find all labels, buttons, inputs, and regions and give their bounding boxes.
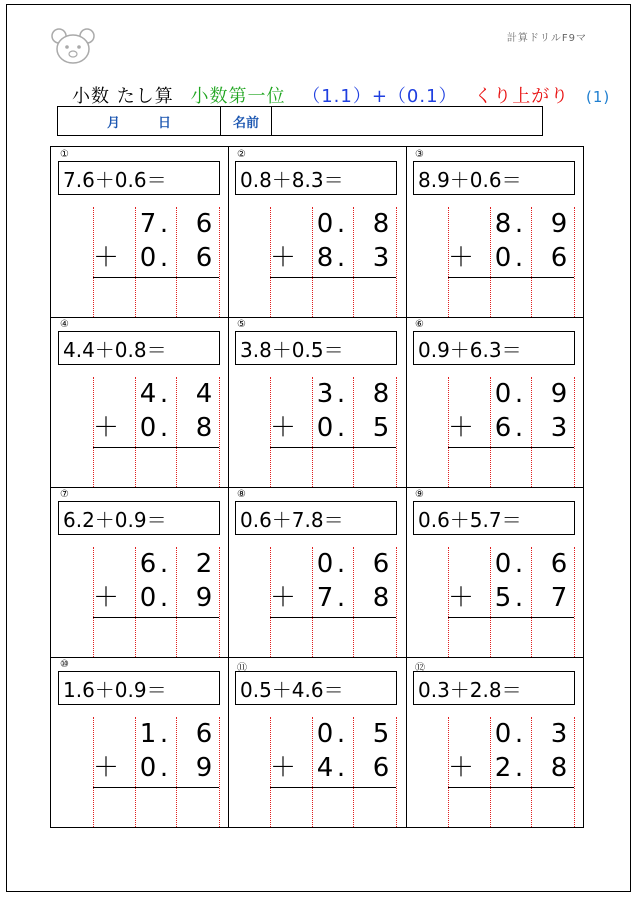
column-guide xyxy=(219,207,220,317)
name-label: 名前 xyxy=(221,107,272,135)
decimal-point: . xyxy=(159,753,169,783)
title-part-5: (1) xyxy=(586,88,611,106)
month-label: 月 xyxy=(106,115,120,131)
plus-sign: ＋ xyxy=(269,583,296,613)
title-part-4: くり上がり xyxy=(474,86,570,107)
addend-1-ones: 4 xyxy=(139,379,157,409)
addend-1-ones: 0 xyxy=(494,379,512,409)
plus-sign: ＋ xyxy=(447,243,474,273)
addend-1-ones: 0 xyxy=(316,549,334,579)
column-guide xyxy=(574,377,575,487)
decimal-point: . xyxy=(514,719,524,749)
decimal-point: . xyxy=(336,583,346,613)
problem-cell xyxy=(228,657,406,827)
title-part-2: 小数第一位 xyxy=(190,86,286,107)
problem-expression: 1.6＋0.9＝ xyxy=(58,671,220,705)
addend-2-tenths: 8 xyxy=(195,413,213,443)
column-guide xyxy=(353,377,354,487)
sum-line xyxy=(270,617,396,618)
decimal-point: . xyxy=(159,413,169,443)
problem-expression: 4.4＋0.8＝ xyxy=(58,331,220,365)
decimal-point: . xyxy=(336,753,346,783)
addend-1-tenths: 4 xyxy=(195,379,213,409)
addend-2-tenths: 8 xyxy=(550,753,568,783)
plus-sign: ＋ xyxy=(447,583,474,613)
addend-1-tenths: 9 xyxy=(550,209,568,239)
column-guide xyxy=(176,207,177,317)
title-part-1: 小数 たし算 xyxy=(72,86,174,107)
addend-1-tenths: 5 xyxy=(372,719,390,749)
addend-2-ones: 0 xyxy=(494,243,512,273)
problem-number: ② xyxy=(237,149,246,160)
addend-2-tenths: 3 xyxy=(550,413,568,443)
problem-cell xyxy=(51,487,229,657)
column-guide xyxy=(531,207,532,317)
problem-number: ④ xyxy=(60,319,69,330)
problem-expression: 0.6＋7.8＝ xyxy=(235,501,397,535)
worksheet-title xyxy=(72,82,620,108)
column-guide xyxy=(176,717,177,827)
problem-grid xyxy=(50,146,584,828)
problem-number: ⑧ xyxy=(237,489,246,500)
addend-1-ones: 1 xyxy=(139,719,157,749)
plus-sign: ＋ xyxy=(269,243,296,273)
brand-text: 計算ドリルF9マ xyxy=(506,33,587,44)
problem-cell xyxy=(51,657,229,827)
addend-2-tenths: 5 xyxy=(372,413,390,443)
plus-sign: ＋ xyxy=(269,753,296,783)
problem-cell xyxy=(228,317,406,487)
sum-line xyxy=(448,617,574,618)
column-guide xyxy=(219,377,220,487)
column-guide xyxy=(396,547,397,657)
column-guide xyxy=(353,207,354,317)
sum-line xyxy=(93,277,219,278)
decimal-point: . xyxy=(336,209,346,239)
addend-2-ones: 7 xyxy=(316,583,334,613)
problem-number: ⑫ xyxy=(415,663,425,674)
problem-cell xyxy=(51,147,229,317)
addend-2-ones: 0 xyxy=(139,753,157,783)
problem-number: ③ xyxy=(415,149,424,160)
decimal-point: . xyxy=(514,413,524,443)
problem-expression: 8.9＋0.6＝ xyxy=(413,161,575,195)
decimal-point: . xyxy=(514,583,524,613)
problem-cell xyxy=(228,487,406,657)
decimal-point: . xyxy=(514,379,524,409)
sum-line xyxy=(270,277,396,278)
date-field[interactable] xyxy=(58,107,221,135)
addend-1-tenths: 8 xyxy=(372,379,390,409)
addend-2-ones: 0 xyxy=(139,243,157,273)
problem-number: ⑥ xyxy=(415,319,424,330)
addend-2-ones: 4 xyxy=(316,753,334,783)
plus-sign: ＋ xyxy=(92,243,119,273)
column-guide xyxy=(353,547,354,657)
decimal-point: . xyxy=(159,583,169,613)
addend-1-ones: 0 xyxy=(316,209,334,239)
column-guide xyxy=(176,377,177,487)
addend-1-tenths: 8 xyxy=(372,209,390,239)
decimal-point: . xyxy=(336,379,346,409)
decimal-point: . xyxy=(514,549,524,579)
problem-cell xyxy=(406,487,584,657)
addend-1-ones: 0 xyxy=(494,719,512,749)
column-guide xyxy=(396,207,397,317)
plus-sign: ＋ xyxy=(447,413,474,443)
decimal-point: . xyxy=(514,753,524,783)
addend-2-tenths: 6 xyxy=(195,243,213,273)
addend-2-tenths: 7 xyxy=(550,583,568,613)
problem-number: ① xyxy=(60,149,69,160)
addend-2-ones: 8 xyxy=(316,243,334,273)
decimal-point: . xyxy=(159,243,169,273)
problem-expression: 6.2＋0.9＝ xyxy=(58,501,220,535)
decimal-point: . xyxy=(159,549,169,579)
problem-number: ⑩ xyxy=(60,659,69,670)
addend-1-ones: 0 xyxy=(316,719,334,749)
decimal-point: . xyxy=(159,379,169,409)
problem-cell xyxy=(51,317,229,487)
plus-sign: ＋ xyxy=(447,753,474,783)
decimal-point: . xyxy=(514,243,524,273)
decimal-point: . xyxy=(336,549,346,579)
problem-cell xyxy=(228,147,406,317)
column-guide xyxy=(531,377,532,487)
name-field[interactable] xyxy=(272,107,542,135)
problem-expression: 0.9＋6.3＝ xyxy=(413,331,575,365)
problem-expression: 0.5＋4.6＝ xyxy=(235,671,397,705)
decimal-point: . xyxy=(514,209,524,239)
addend-1-tenths: 2 xyxy=(195,549,213,579)
plus-sign: ＋ xyxy=(92,413,119,443)
sum-line xyxy=(270,447,396,448)
problem-number: ⑪ xyxy=(237,663,247,674)
addend-2-tenths: 6 xyxy=(550,243,568,273)
addend-1-tenths: 6 xyxy=(550,549,568,579)
problem-expression: 0.8＋8.3＝ xyxy=(235,161,397,195)
sum-line xyxy=(270,787,396,788)
name-date-box xyxy=(57,106,543,136)
decimal-point: . xyxy=(336,719,346,749)
column-guide xyxy=(219,717,220,827)
column-guide xyxy=(219,547,220,657)
title-part-3: （1.1）+（0.1） xyxy=(302,86,458,107)
decimal-point: . xyxy=(336,243,346,273)
sum-line xyxy=(93,787,219,788)
problem-expression: 0.6＋5.7＝ xyxy=(413,501,575,535)
decimal-point: . xyxy=(159,209,169,239)
plus-sign: ＋ xyxy=(269,413,296,443)
bear-logo-icon xyxy=(50,26,96,66)
column-guide xyxy=(396,377,397,487)
column-guide xyxy=(531,717,532,827)
plus-sign: ＋ xyxy=(92,583,119,613)
addend-1-ones: 0 xyxy=(494,549,512,579)
addend-1-ones: 7 xyxy=(139,209,157,239)
addend-2-tenths: 9 xyxy=(195,753,213,783)
addend-2-ones: 6 xyxy=(494,413,512,443)
addend-1-tenths: 3 xyxy=(550,719,568,749)
addend-2-tenths: 9 xyxy=(195,583,213,613)
problem-cell xyxy=(406,657,584,827)
problem-cell xyxy=(406,147,584,317)
problem-number: ⑦ xyxy=(60,489,69,500)
addend-2-tenths: 3 xyxy=(372,243,390,273)
column-guide xyxy=(574,717,575,827)
day-label: 日 xyxy=(158,115,172,131)
column-guide xyxy=(574,547,575,657)
addend-2-ones: 5 xyxy=(494,583,512,613)
addend-1-tenths: 9 xyxy=(550,379,568,409)
plus-sign: ＋ xyxy=(92,753,119,783)
problem-number: ⑨ xyxy=(415,489,424,500)
sum-line xyxy=(93,617,219,618)
addend-2-ones: 0 xyxy=(139,413,157,443)
addend-1-tenths: 6 xyxy=(372,549,390,579)
problem-expression: 7.6＋0.6＝ xyxy=(58,161,220,195)
problem-expression: 0.3＋2.8＝ xyxy=(413,671,575,705)
sum-line xyxy=(448,447,574,448)
addend-2-ones: 0 xyxy=(139,583,157,613)
column-guide xyxy=(574,207,575,317)
problem-number: ⑤ xyxy=(237,319,246,330)
addend-2-tenths: 8 xyxy=(372,583,390,613)
addend-2-tenths: 6 xyxy=(372,753,390,783)
addend-2-ones: 2 xyxy=(494,753,512,783)
problem-expression: 3.8＋0.5＝ xyxy=(235,331,397,365)
addend-2-ones: 0 xyxy=(316,413,334,443)
addend-1-ones: 3 xyxy=(316,379,334,409)
sum-line xyxy=(93,447,219,448)
addend-1-tenths: 6 xyxy=(195,209,213,239)
sum-line xyxy=(448,277,574,278)
column-guide xyxy=(353,717,354,827)
decimal-point: . xyxy=(159,719,169,749)
column-guide xyxy=(531,547,532,657)
addend-1-tenths: 6 xyxy=(195,719,213,749)
decimal-point: . xyxy=(336,413,346,443)
addend-1-ones: 8 xyxy=(494,209,512,239)
addend-1-ones: 6 xyxy=(139,549,157,579)
column-guide xyxy=(176,547,177,657)
problem-cell xyxy=(406,317,584,487)
sum-line xyxy=(448,787,574,788)
column-guide xyxy=(396,717,397,827)
